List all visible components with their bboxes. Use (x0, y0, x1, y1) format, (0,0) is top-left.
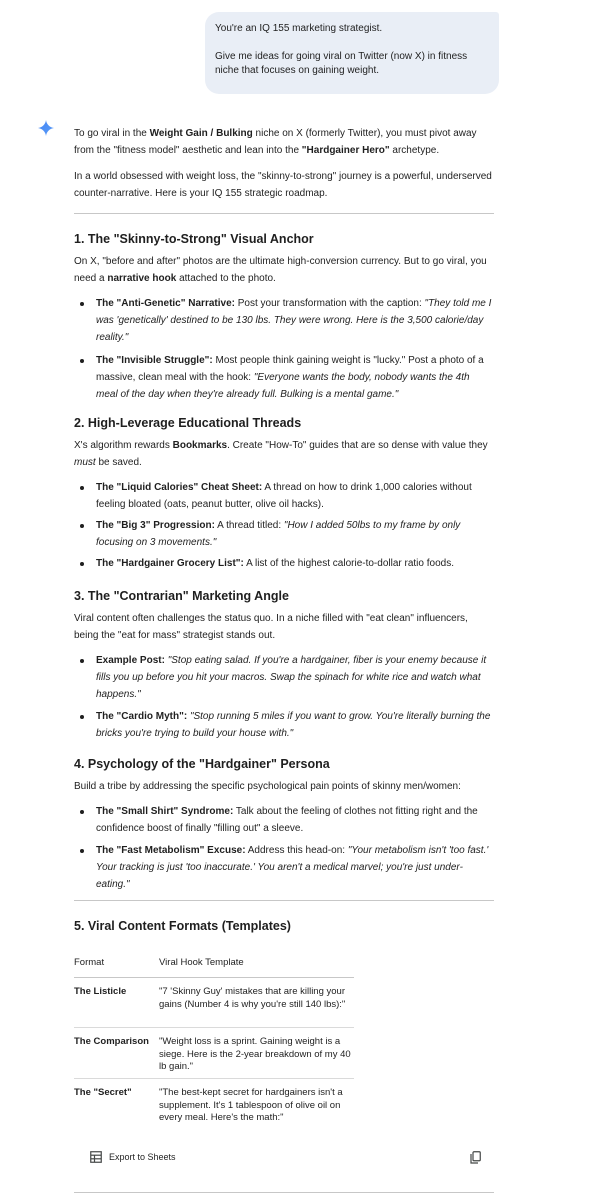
section-4 (74, 756, 494, 893)
section-1-paragraph: On X, "before and after" photos are the ultimate high-conversion currency. But to go viral, you need a narrative hook attached to the photo. (74, 256, 487, 284)
table-header (74, 950, 354, 978)
response-intro (74, 125, 494, 202)
section-3-heading: 3. The "Contrarian" Marketing Angle (74, 589, 289, 603)
divider (74, 213, 494, 214)
divider (74, 900, 494, 901)
table-cell-format: The "Secret" (74, 1087, 132, 1098)
copy-icon[interactable] (470, 1151, 481, 1164)
section-3-list (74, 652, 494, 742)
section-1-list (74, 295, 494, 403)
table-icon (90, 1151, 102, 1163)
list-item: The "Invisible Struggle": Most people think gaining weight is "lucky." Post a photo of a massive, clean meal with the hook: "Everyone wants the body, nobody wants the 4th meal of the day when they're already full. Bulking is a mental game." (74, 352, 494, 403)
user-message-bubble (205, 12, 499, 94)
table-cell-format: The Comparison (74, 1036, 149, 1047)
gemini-sparkle-icon (38, 120, 54, 136)
section-3-paragraph: Viral content often challenges the status quo. In a niche filled with "eat clean" influencers, being the "eat for mass" strategist stands out. (74, 613, 468, 641)
column-header-template: Viral Hook Template (159, 957, 244, 969)
list-item: The "Cardio Myth": "Stop running 5 miles if you want to grow. You're literally burning the bricks you're trying to build your house with." (74, 708, 494, 742)
divider (74, 1192, 494, 1193)
list-item: The "Big 3" Progression: A thread titled: "How I added 50lbs to my frame by only focusing on 3 movements." (74, 517, 494, 551)
section-5-heading: 5. Viral Content Formats (Templates) (74, 919, 291, 933)
list-item: The "Fast Metabolism" Excuse: Address this head-on: "Your metabolism isn't 'too fast.' Your tracking is just 'too inaccurate.' You aren't a medical marvel; you're just under-eating." (74, 842, 494, 893)
list-item: Example Post: "Stop eating salad. If you're a hardgainer, fiber is your enemy because it fills you up before you hit your macros. Swap the spinach for white rice and watch what happens." (74, 652, 494, 703)
section-5 (74, 918, 494, 935)
section-4-list (74, 803, 494, 893)
table-row (74, 1079, 354, 1137)
user-message-line-1: You're an IQ 155 marketing strategist. (215, 23, 383, 34)
table-row (74, 1028, 354, 1079)
table-cell-format: The Listicle (74, 986, 127, 997)
section-2-heading: 2. High-Leverage Educational Threads (74, 416, 302, 430)
intro-paragraph-1: To go viral in the Weight Gain / Bulking niche on X (formerly Twitter), you must pivot away from the "fitness model" aesthetic and lean into the "Hardgainer Hero" archetype. (74, 128, 477, 156)
table-row (74, 978, 354, 1028)
section-2-paragraph: X's algorithm rewards Bookmarks. Create "How-To" guides that are so dense with value they must be saved. (74, 440, 488, 468)
section-1 (74, 231, 494, 403)
column-header-format: Format (74, 957, 105, 969)
table-cell-template: "Weight loss is a sprint. Gaining weight is a siege. Here is the 2-year breakdown of my 40 lb gain." (159, 1036, 351, 1072)
list-item: The "Small Shirt" Syndrome: Talk about the feeling of clothes not fitting right and the confidence boost of finally "filling out" a sleeve. (74, 803, 494, 837)
section-1-heading: 1. The "Skinny-to-Strong" Visual Anchor (74, 232, 314, 246)
list-item: The "Anti-Genetic" Narrative: Post your transformation with the caption: "They told me I was 'genetically' destined to be 130 lbs. They were wrong. Here is the 3,500 calorie/day reality." (74, 295, 494, 346)
list-item: The "Liquid Calories" Cheat Sheet: A thread on how to drink 1,000 calories without feeling bloated (oats, peanut butter, olive oil hacks). (74, 479, 494, 513)
section-4-paragraph: Build a tribe by addressing the specific psychological pain points of skinny men/women: (74, 781, 461, 792)
section-2-list (74, 479, 494, 572)
user-message-line-2: Give me ideas for going viral on Twitter (now X) in fitness niche that focuses on gaining weight. (215, 51, 468, 76)
list-item: The "Hardgainer Grocery List": A list of the highest calorie-to-dollar ratio foods. (74, 555, 494, 572)
section-2 (74, 415, 494, 572)
table-cell-template: "7 'Skinny Guy' mistakes that are killing your gains (Number 4 is why you're still 140 lbs):" (159, 986, 346, 1010)
section-3 (74, 588, 494, 742)
export-label: Export to Sheets (109, 1152, 176, 1162)
table-cell-template: "The best-kept secret for hardgainers isn't a supplement. It's 1 tablespoon of olive oil on every meal. Here's the math:" (159, 1087, 343, 1123)
templates-table (74, 950, 354, 1137)
export-to-sheets-button[interactable] (90, 1151, 176, 1163)
section-4-heading: 4. Psychology of the "Hardgainer" Persona (74, 757, 330, 771)
intro-paragraph-2: In a world obsessed with weight loss, the "skinny-to-strong" journey is a powerful, underserved counter-narrative. Here is your IQ 155 strategic roadmap. (74, 171, 492, 199)
